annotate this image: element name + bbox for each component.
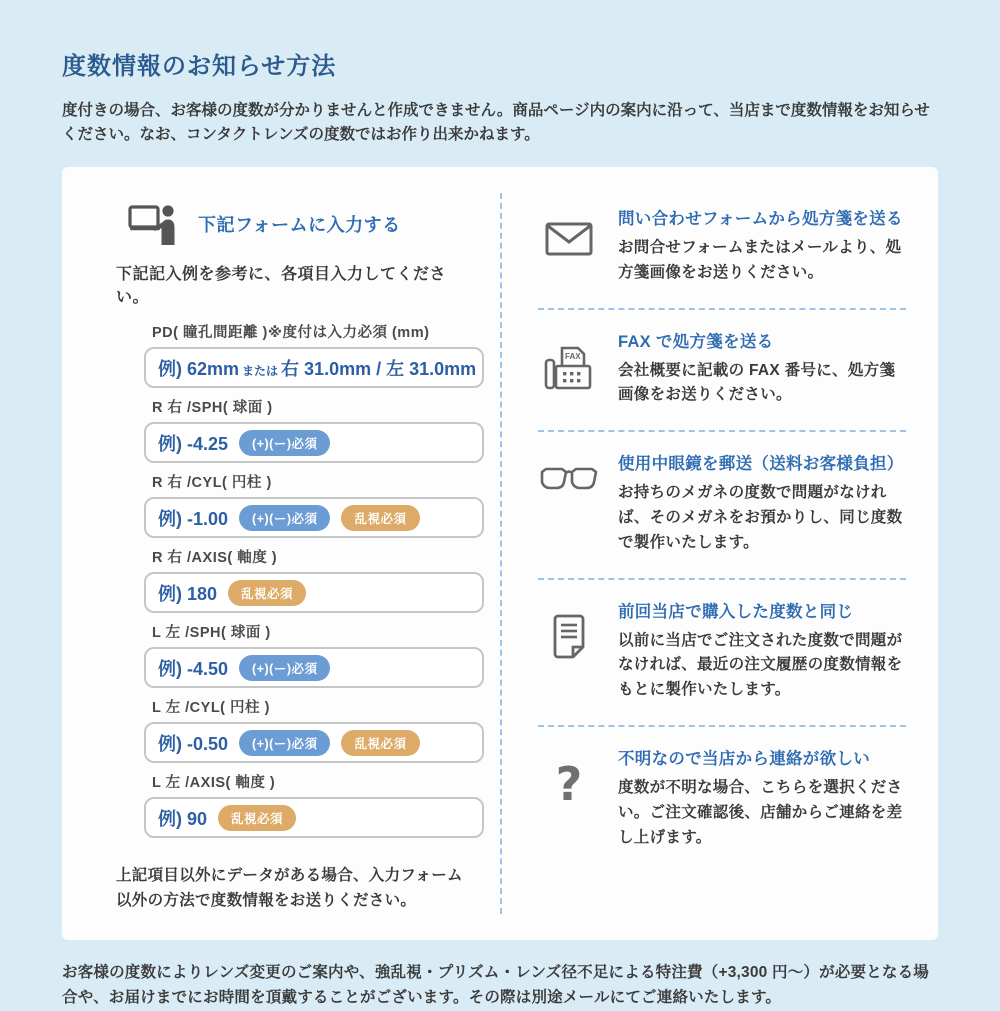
field-example-value: 例) -4.25 <box>158 433 229 454</box>
field-example-box <box>144 722 484 763</box>
form-fields <box>144 321 484 838</box>
dashed-divider <box>538 725 906 727</box>
glasses-icon <box>538 466 600 492</box>
method-body: お持ちのメガネの度数で問題がなければ、そのメガネをお預かりし、同じ度数で製作いたします。 <box>618 484 903 551</box>
intro-text: 度付きの場合、お客様の度数が分かりませんと作成できません。商品ページ内の案内に沿って、当店まで度数情報をお知らせください。なお、コンタクトレンズの度数ではお作り出来かねます。 <box>62 102 930 144</box>
form-section-subtitle: 下記記入例を参考に、各項目入力してください。 <box>116 266 447 307</box>
method-body: お問合せフォームまたはメールより、処方箋画像をお送りください。 <box>618 239 902 281</box>
method-body: 度数が不明な場合、こちらを選択ください。ご注文確認後、店舗からご連絡を差し上げます。 <box>618 779 903 846</box>
field-example-value: 例) 180 <box>158 583 218 604</box>
field-example-value: 例) -1.00 <box>158 508 229 529</box>
footer-text: お客様の度数によりレンズ変更のご案内や、強乱視・プリズム・レンズ径不足による特注費（+3,300 円〜）が必要となる場合や、お届けまでにお時間を頂戴することがございます。その際は別途メールにてご連絡いたします。 <box>62 963 930 1007</box>
badge-astig: 乱視必須 <box>228 580 306 606</box>
methods-list <box>538 199 906 860</box>
form-section-header <box>128 203 472 245</box>
form-field-4 <box>144 621 484 688</box>
dashed-divider <box>538 578 906 580</box>
method-title: 不明なので当店から連絡が欲しい <box>618 750 870 768</box>
field-example-value: 例) -0.50 <box>158 733 229 754</box>
badge-astig: 乱視必須 <box>341 505 419 531</box>
form-field-5 <box>144 696 484 763</box>
badge-astig: 乱視必須 <box>341 730 419 756</box>
form-section-title: 下記フォームに入力する <box>198 215 401 236</box>
method-item-4 <box>538 739 906 860</box>
method-body: 以前に当店でご注文された度数で問題がなければ、最近の注文履歴の度数情報をもとに製作いたします。 <box>618 631 903 699</box>
dashed-divider <box>538 430 906 432</box>
form-field-1 <box>144 396 484 463</box>
method-title: FAX で処方箋を送る <box>618 332 774 351</box>
method-item-1 <box>538 322 906 419</box>
form-section <box>90 193 500 914</box>
field-label: R 右 /SPH( 球面 ) <box>152 400 273 417</box>
main-card <box>62 167 938 940</box>
form-field-6 <box>144 771 484 838</box>
method-title: 使用中眼鏡を郵送（送料お客様負担） <box>618 455 904 474</box>
method-item-2 <box>538 444 906 565</box>
method-item-0 <box>538 199 906 296</box>
field-example-box <box>144 572 484 613</box>
field-label: L 左 /CYL( 円柱 ) <box>152 700 270 717</box>
dashed-divider <box>538 308 906 310</box>
field-example-value: 例) 62mm または 右 31.0mm / 左 31.0mm <box>158 358 477 379</box>
person-at-computer-icon <box>128 203 180 245</box>
badge-sign: (+)(ー)必須 <box>239 730 330 756</box>
badge-astig: 乱視必須 <box>218 805 296 831</box>
document-icon <box>538 614 600 662</box>
field-example-box <box>144 422 484 463</box>
badge-sign: (+)(ー)必須 <box>239 655 330 681</box>
field-label: L 左 /AXIS( 軸度 ) <box>152 775 276 792</box>
method-title: 問い合わせフォームから処方箋を送る <box>618 210 903 229</box>
form-field-2 <box>144 471 484 538</box>
form-section-note: 上記項目以外にデータがある場合、入力フォーム以外の方法で度数情報をお送りください。 <box>116 867 463 909</box>
badge-sign: (+)(ー)必須 <box>239 505 330 531</box>
form-field-3 <box>144 546 484 613</box>
question-icon: ? <box>555 757 583 811</box>
method-item-3 <box>538 592 906 713</box>
field-example-box <box>144 497 484 538</box>
methods-section <box>500 193 910 914</box>
method-title: 前回当店で購入した度数と同じ <box>618 602 854 621</box>
field-example-box <box>144 797 484 838</box>
field-label: L 左 /SPH( 球面 ) <box>152 625 271 642</box>
field-example-value: 例) 90 <box>158 808 208 829</box>
method-body: 会社概要に記載の FAX 番号に、処方箋画像をお送りください。 <box>618 361 896 404</box>
fax-icon <box>538 344 600 390</box>
svg-text:FAX: FAX <box>565 351 581 361</box>
field-label: R 右 /CYL( 円柱 ) <box>152 475 272 492</box>
form-field-0 <box>144 321 484 388</box>
mail-icon <box>538 221 600 257</box>
field-example-box <box>144 347 484 388</box>
page-title: 度数情報のお知らせ方法 <box>62 53 337 80</box>
field-example-box <box>144 647 484 688</box>
badge-sign: (+)(ー)必須 <box>239 430 330 456</box>
field-label: R 右 /AXIS( 軸度 ) <box>152 550 278 567</box>
field-label: PD( 瞳孔間距離 )※度付は入力必須 (mm) <box>152 325 430 342</box>
field-example-value: 例) -4.50 <box>158 658 229 679</box>
